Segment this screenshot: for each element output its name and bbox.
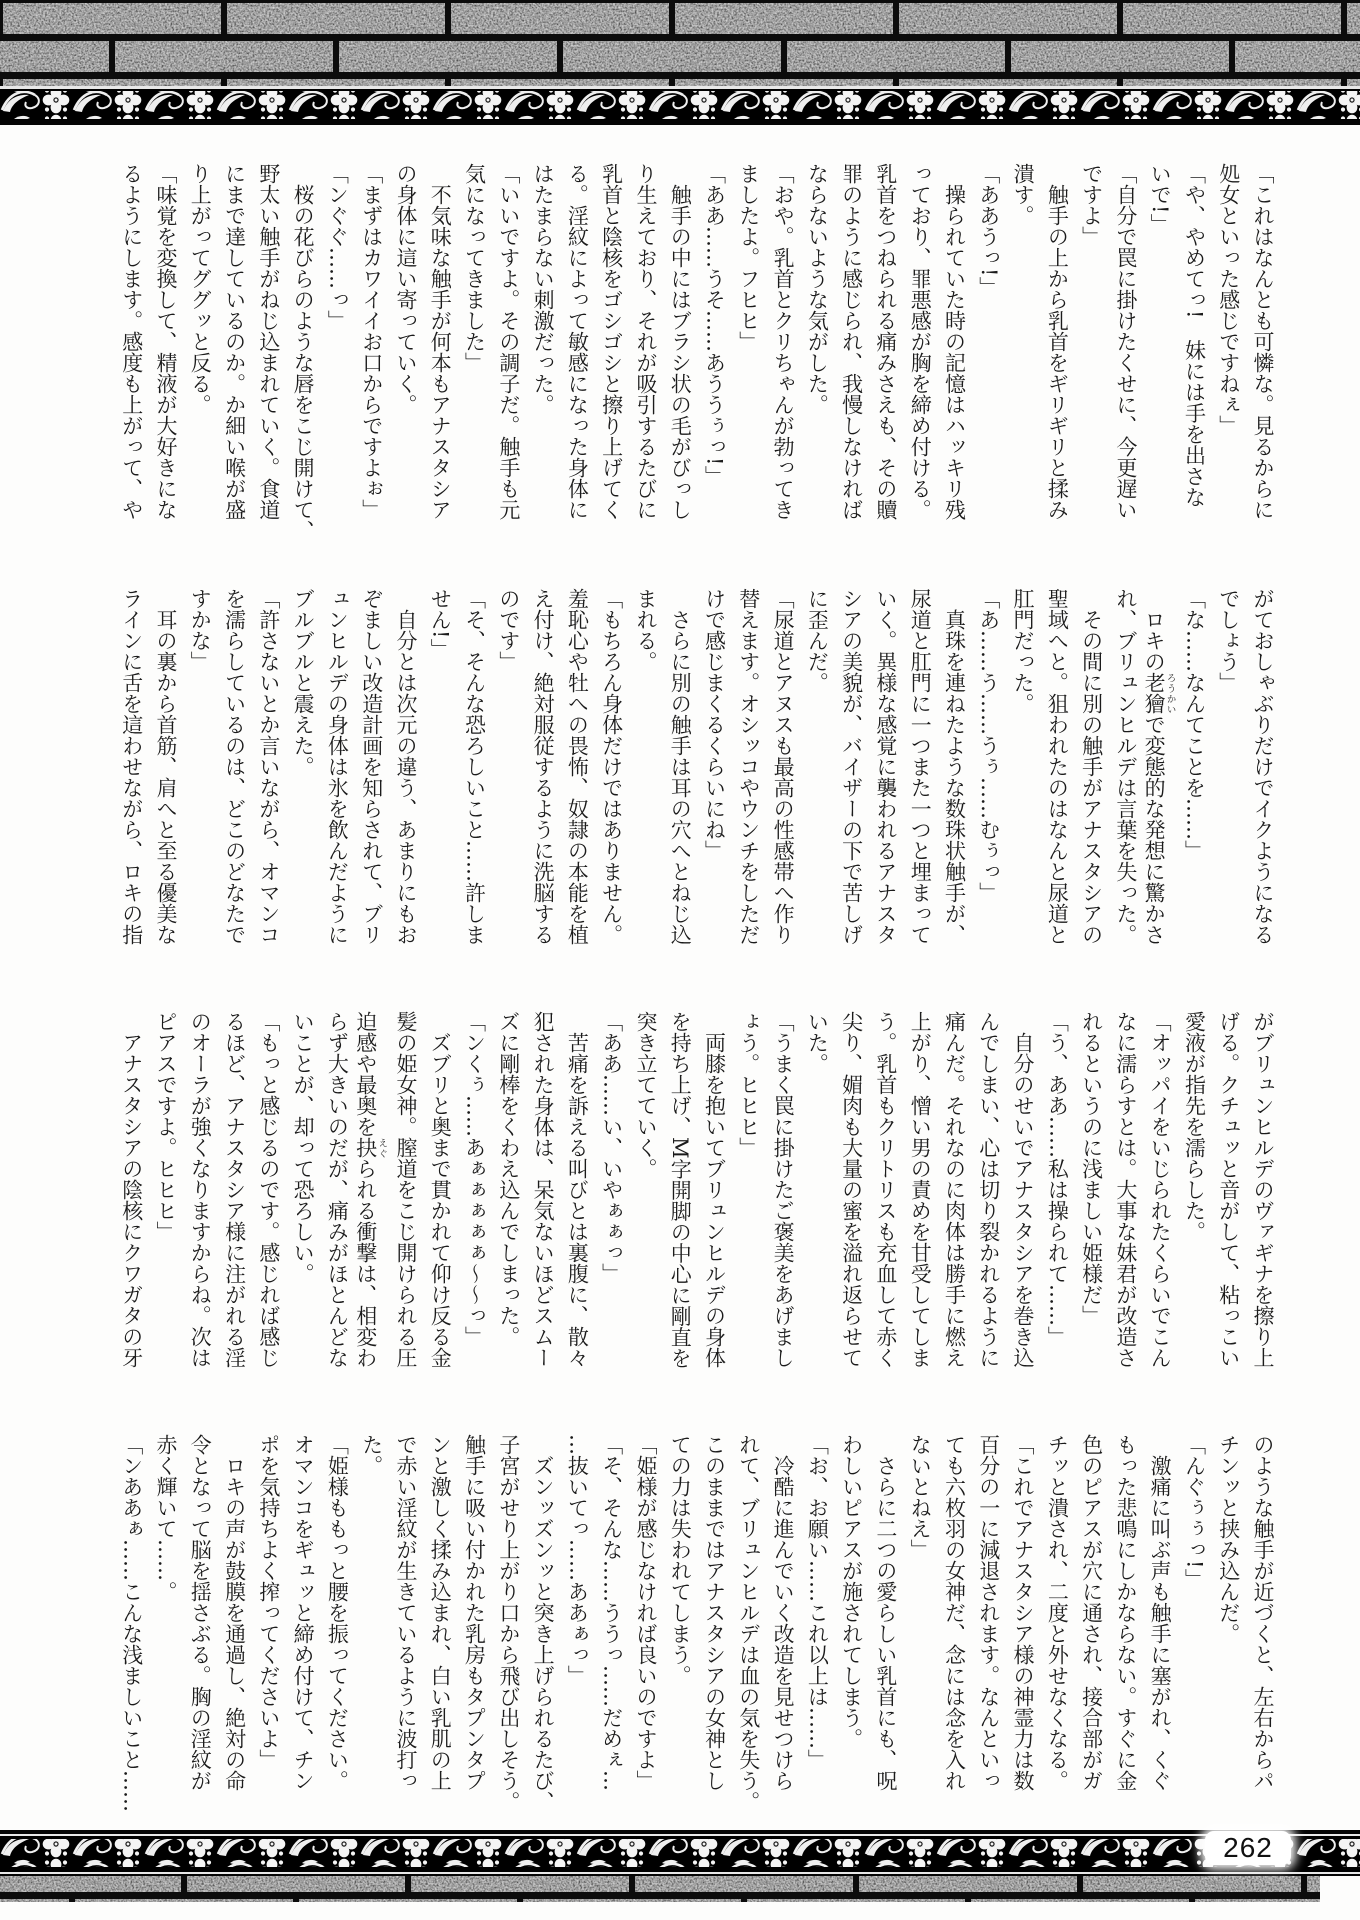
text-column: 「ンくぅ……あぁぁぁぁぁ〜〜っ」 [462, 1011, 487, 1347]
text-column: 「まずはカワイイお口からですよぉ」 [359, 163, 384, 520]
text-column: 操られていた時の記憶はハッキリ残 [942, 163, 967, 520]
bottom-brick-border [0, 1876, 1360, 1920]
text-column: 乳首と陰核をゴシゴシと擦り上げてく [599, 163, 624, 520]
text-column: がておしゃぶりだけでイクようになる [1251, 588, 1275, 945]
text-column: 「ああ……うそ……あううぅっ!」 [702, 163, 727, 487]
text-column: に歪んだ。 [805, 588, 830, 693]
text-column: 「おや。乳首とクリちゃんが勃ってき [771, 163, 796, 520]
text-column: けで感じまくるくらいにね」 [702, 588, 727, 861]
text-column: ンと激しく揉み込まれ、白い乳肌の上 [428, 1434, 453, 1791]
text-column: を濡らしているのは、どこのどなたで [222, 588, 247, 945]
text-column: のオーラが強くなりますからね。次は [188, 1011, 213, 1368]
text-column: はたまらない刺激だった。 [531, 163, 556, 415]
text-column: ピアスですよ。ヒヒヒ」 [154, 1011, 178, 1242]
text-column: 自分とは次元の違う、あまりにもお [393, 588, 418, 945]
text-column: 「んぐぅぅっ!」 [1182, 1434, 1207, 1590]
text-column: 触手の中にはブラシ状の毛がびっし [668, 163, 693, 520]
text-column: ましたよ。フヒヒ」 [736, 163, 761, 352]
text-column: ても六枚羽の女神だ、念には念を入れ [942, 1434, 967, 1791]
text-column: ズブリと奥まで貫かれて仰け反る金 [428, 1011, 453, 1368]
text-column: 「もっと感じるのです。感じれば感じ [256, 1011, 281, 1368]
text-column: を持ち上げ、М字開脚の中心に剛直を [668, 1011, 693, 1369]
text-column: ょう。ヒヒヒ」 [736, 1011, 761, 1158]
text-column: 「あ……う……うぅ……むぅっ」 [976, 588, 1001, 903]
text-column: さらに二つの愛らしい乳首にも、呪 [873, 1434, 898, 1791]
text-column: 上がり、憎い男の責めを甘受してしま [908, 1011, 933, 1368]
text-column: 苦痛を訴える叫びとは裏腹に、散々 [565, 1011, 590, 1368]
text-column: でしょう」 [1216, 588, 1241, 693]
text-column: さらに別の触手は耳の穴へとねじ込 [668, 588, 693, 945]
text-column: いで!」 [1148, 163, 1173, 235]
text-column: ズンッズンッと突き上げられるたび、 [531, 1434, 556, 1812]
text-column: このままではアナスタシアの女神とし [702, 1434, 727, 1791]
text-column: 髪の姫女神。膣道をこじ開けられる圧 [393, 1011, 418, 1368]
text-column: 不気味な触手が何本もアナスタシア [428, 163, 453, 520]
text-column: 「う、ああ……私は操られて……」 [1045, 1011, 1070, 1347]
text-column: ポを気持ちよく搾ってくださいよ」 [256, 1434, 281, 1770]
text-column: せん!」 [428, 588, 453, 660]
text-column: 触手に吸い付かれた乳房もタプンタプ [462, 1434, 487, 1791]
text-column: 「もちろん身体だけではありません。 [599, 588, 624, 945]
text-column: 痛んだ。それなのに肉体は勝手に燃え [942, 1011, 967, 1368]
text-column: 激痛に叫ぶ声も触手に塞がれ、くぐ [1148, 1434, 1173, 1791]
text-column: っており、罪悪感が胸を締め付ける。 [908, 163, 933, 520]
text-column: 「これでアナスタシア様の神霊力は数 [1011, 1434, 1036, 1791]
text-column: る。淫紋によって敏感になった身体に [565, 163, 590, 520]
text-column: なに濡らすとは。大事な妹君が改造さ [1113, 1011, 1138, 1368]
text-column: ロキの老獪ろうかいで変態的な発想に驚かさ [1142, 588, 1176, 945]
text-column: 「オッパイをいじられたくらいでこん [1148, 1011, 1173, 1368]
text-column: チッと潰され、二度と外せなくなる。 [1045, 1434, 1070, 1791]
text-band [112, 588, 1278, 970]
text-column: 色のピアスが穴に通され、接合部がガ [1079, 1434, 1104, 1791]
text-column: その間に別の触手がアナスタシアの [1079, 588, 1104, 945]
text-column: 「自分で罠に掛けたくせに、今更遅い [1113, 163, 1138, 520]
text-column: 「や、やめてっ! 妹には手を出さな [1182, 163, 1207, 508]
text-column: れて、ブリュンヒルデは血の気を失う。 [736, 1434, 761, 1812]
text-column: いた。 [805, 1011, 830, 1074]
text-column: 「尿道とアヌスも最高の性感帯へ作り [771, 588, 796, 945]
text-column: シアの美貌が、バイザーの下で苦しげ [839, 588, 864, 945]
text-band [112, 1011, 1278, 1393]
text-column: 耳の裏から首筋、肩へと至る優美な [154, 588, 178, 945]
text-column: ですよ」 [1079, 163, 1104, 247]
text-column: オマンコをギュッと締め付けて、チン [291, 1434, 316, 1791]
text-column: 「いいですよ。その調子だ。触手も元 [496, 163, 521, 520]
text-column: え付け、絶対服従するように洗脳する [531, 588, 556, 945]
text-column: 「味覚を変換して、精液が大好きにな [154, 163, 178, 520]
text-column: 「お、お願い……これ以上は……」 [805, 1434, 830, 1770]
page-number: 262 [1223, 1832, 1273, 1863]
bottom-ornament-border [0, 1830, 1360, 1876]
text-column: がブリュンヒルデのヴァギナを擦り上 [1251, 1011, 1275, 1368]
text-column: 触手の上から乳首をギリギリと揉み [1045, 163, 1070, 520]
text-band [112, 163, 1278, 545]
text-column: アナスタシアの陰核にクワガタの牙 [119, 1011, 144, 1368]
text-column: 「そ、そんな……ううっ……だめぇ… [599, 1434, 624, 1791]
text-column: ュンヒルデの身体は氷を飲んだように [325, 588, 350, 945]
text-column: 尖り、媚肉も大量の蜜を溢れ返らせて [839, 1011, 864, 1368]
text-column: 愛液が指先を濡らした。 [1182, 1011, 1207, 1242]
text-column: ないとねえ」 [908, 1434, 933, 1560]
text-column: すかな」 [188, 588, 213, 672]
text-column: れ、ブリュンヒルデは言葉を失った。 [1113, 588, 1138, 945]
text-column: チンッと挟み込んだ。 [1216, 1434, 1241, 1644]
text-column: 「これはなんとも可憐な。見るからに [1251, 163, 1275, 520]
text-column: 「ああ……い、いやぁぁっ」 [599, 1011, 624, 1284]
text-column: ならないような気がした。 [805, 163, 830, 415]
text-column: 聖域へと。狙われたのはなんと尿道と [1045, 588, 1070, 945]
text-column: 突き立てていく。 [633, 1011, 658, 1179]
top-ornament-border [0, 86, 1360, 125]
text-column: た。 [359, 1434, 384, 1476]
text-column: ロキの声が鼓膜を通過し、絶対の命 [222, 1434, 247, 1791]
text-column: 冷酷に進んでいく改造を見せつけら [771, 1434, 796, 1791]
text-column: いく。異様な感覚に襲われるアナスタ [873, 588, 898, 945]
text-column: もった悲鳴にしかならない。すぐに金 [1113, 1434, 1138, 1791]
text-column: まれる。 [633, 588, 658, 672]
text-column: れるというのに浅ましい姫様だ」 [1079, 1011, 1104, 1326]
text-column: で赤い淫紋が生きているように波打っ [393, 1434, 418, 1791]
text-column: わしいピアスが施されてしまう。 [839, 1434, 864, 1749]
text-column: 肛門だった。 [1011, 588, 1036, 714]
text-column: 両膝を抱いてブリュンヒルデの身体 [702, 1011, 727, 1368]
page-number-badge [1205, 1831, 1291, 1865]
text-column: げる。クチュッと音がして、粘っこい [1216, 1011, 1241, 1368]
text-column: 「な……なんてことを……」 [1182, 588, 1207, 861]
text-column: いことが、却って恐ろしい。 [291, 1011, 316, 1284]
text-column: う。乳首もクリトリスも充血して赤く [873, 1011, 898, 1368]
text-column: …抜いてっ……ああぁっ」 [565, 1434, 590, 1686]
text-column: 子宮がせり上がり口から飛び出しそう。 [496, 1434, 521, 1812]
text-column: 桜の花びらのような唇をこじ開けて、 [291, 163, 316, 541]
text-column: るようにします。感度も上がって、や [119, 163, 144, 520]
text-column: 「うまく罠に掛けたご褒美をあげまし [771, 1011, 796, 1368]
text-column: 気になってきました」 [462, 163, 487, 373]
text-column: 自分のせいでアナスタシアを巻き込 [1011, 1011, 1036, 1368]
text-column: 「ンああぁ……こんな浅ましいこと…… [119, 1434, 144, 1812]
text-column: ぞましい改造計画を知らされて、ブリ [359, 588, 384, 945]
text-column: 百分の一に減退されます。なんといっ [976, 1434, 1001, 1791]
text-column: 迫感や最奥を抉えぐられる衝撃は、相変わ [353, 1011, 388, 1368]
text-column: 罪のように感じられ、我慢しなければ [839, 163, 864, 520]
text-column: ズに剛棒をくわえ込んでしまった。 [496, 1011, 521, 1347]
text-column: 尿道と肛門に一つまた一つと埋まって [908, 588, 933, 945]
text-column: 羞恥心や牡への畏怖、奴隷の本能を植 [565, 588, 590, 945]
text-column: 「ンぐぐ……っ」 [325, 163, 350, 331]
text-column: 潰す。 [1011, 163, 1036, 226]
text-column: らず大きいのだが、痛みがほとんどな [325, 1011, 350, 1368]
text-column: 犯された身体は、呆気ないほどスムー [531, 1011, 556, 1368]
text-column: 替えます。オシッコやウンチをしただ [736, 588, 761, 945]
text-column: ラインに舌を這わせながら、ロキの指 [119, 588, 144, 945]
text-column: にまで達しているのか。か細い喉が盛 [222, 163, 247, 520]
text-column: 「そ、そんな恐ろしいこと……許しま [462, 588, 487, 945]
text-column: り生えており、それが吸引するたびに [633, 163, 658, 520]
text-column: ブルブルと震えた。 [291, 588, 316, 777]
text-column: 令となって脳を揺さぶる。胸の淫紋が [188, 1434, 213, 1791]
text-column: 「姫様が感じなければ良いのですよ」 [633, 1434, 658, 1791]
text-column: るほど、アナスタシア様に注がれる淫 [222, 1011, 247, 1368]
text-column: 真珠を連ねたような数珠状触手が、 [942, 588, 967, 945]
top-brick-border [0, 0, 1360, 86]
text-column: ての力は失われてしまう。 [668, 1434, 693, 1686]
text-column: 野太い触手がねじ込まれていく。食道 [256, 163, 281, 520]
text-column: のような触手が近づくと、左右からパ [1251, 1434, 1275, 1791]
text-column: のです」 [496, 588, 521, 672]
text-column: んでしまい、心は切り裂かれるように [976, 1011, 1001, 1368]
text-column: り上がってググッと反る。 [188, 163, 213, 415]
text-band [112, 1434, 1278, 1816]
text-column: 「姫様ももっと腰を振ってください。 [325, 1434, 350, 1791]
text-column: の身体に這い寄っていく。 [393, 163, 418, 415]
text-column: 「ああうっ!」 [976, 163, 1001, 298]
text-column: 赤く輝いて……。 [154, 1434, 178, 1602]
text-column: 「許さないとか言いながら、オマンコ [256, 588, 281, 945]
text-column: 乳首をつねられる痛みさえも、その贖 [873, 163, 898, 520]
text-column: 処女といった感じですねぇ」 [1216, 163, 1241, 436]
